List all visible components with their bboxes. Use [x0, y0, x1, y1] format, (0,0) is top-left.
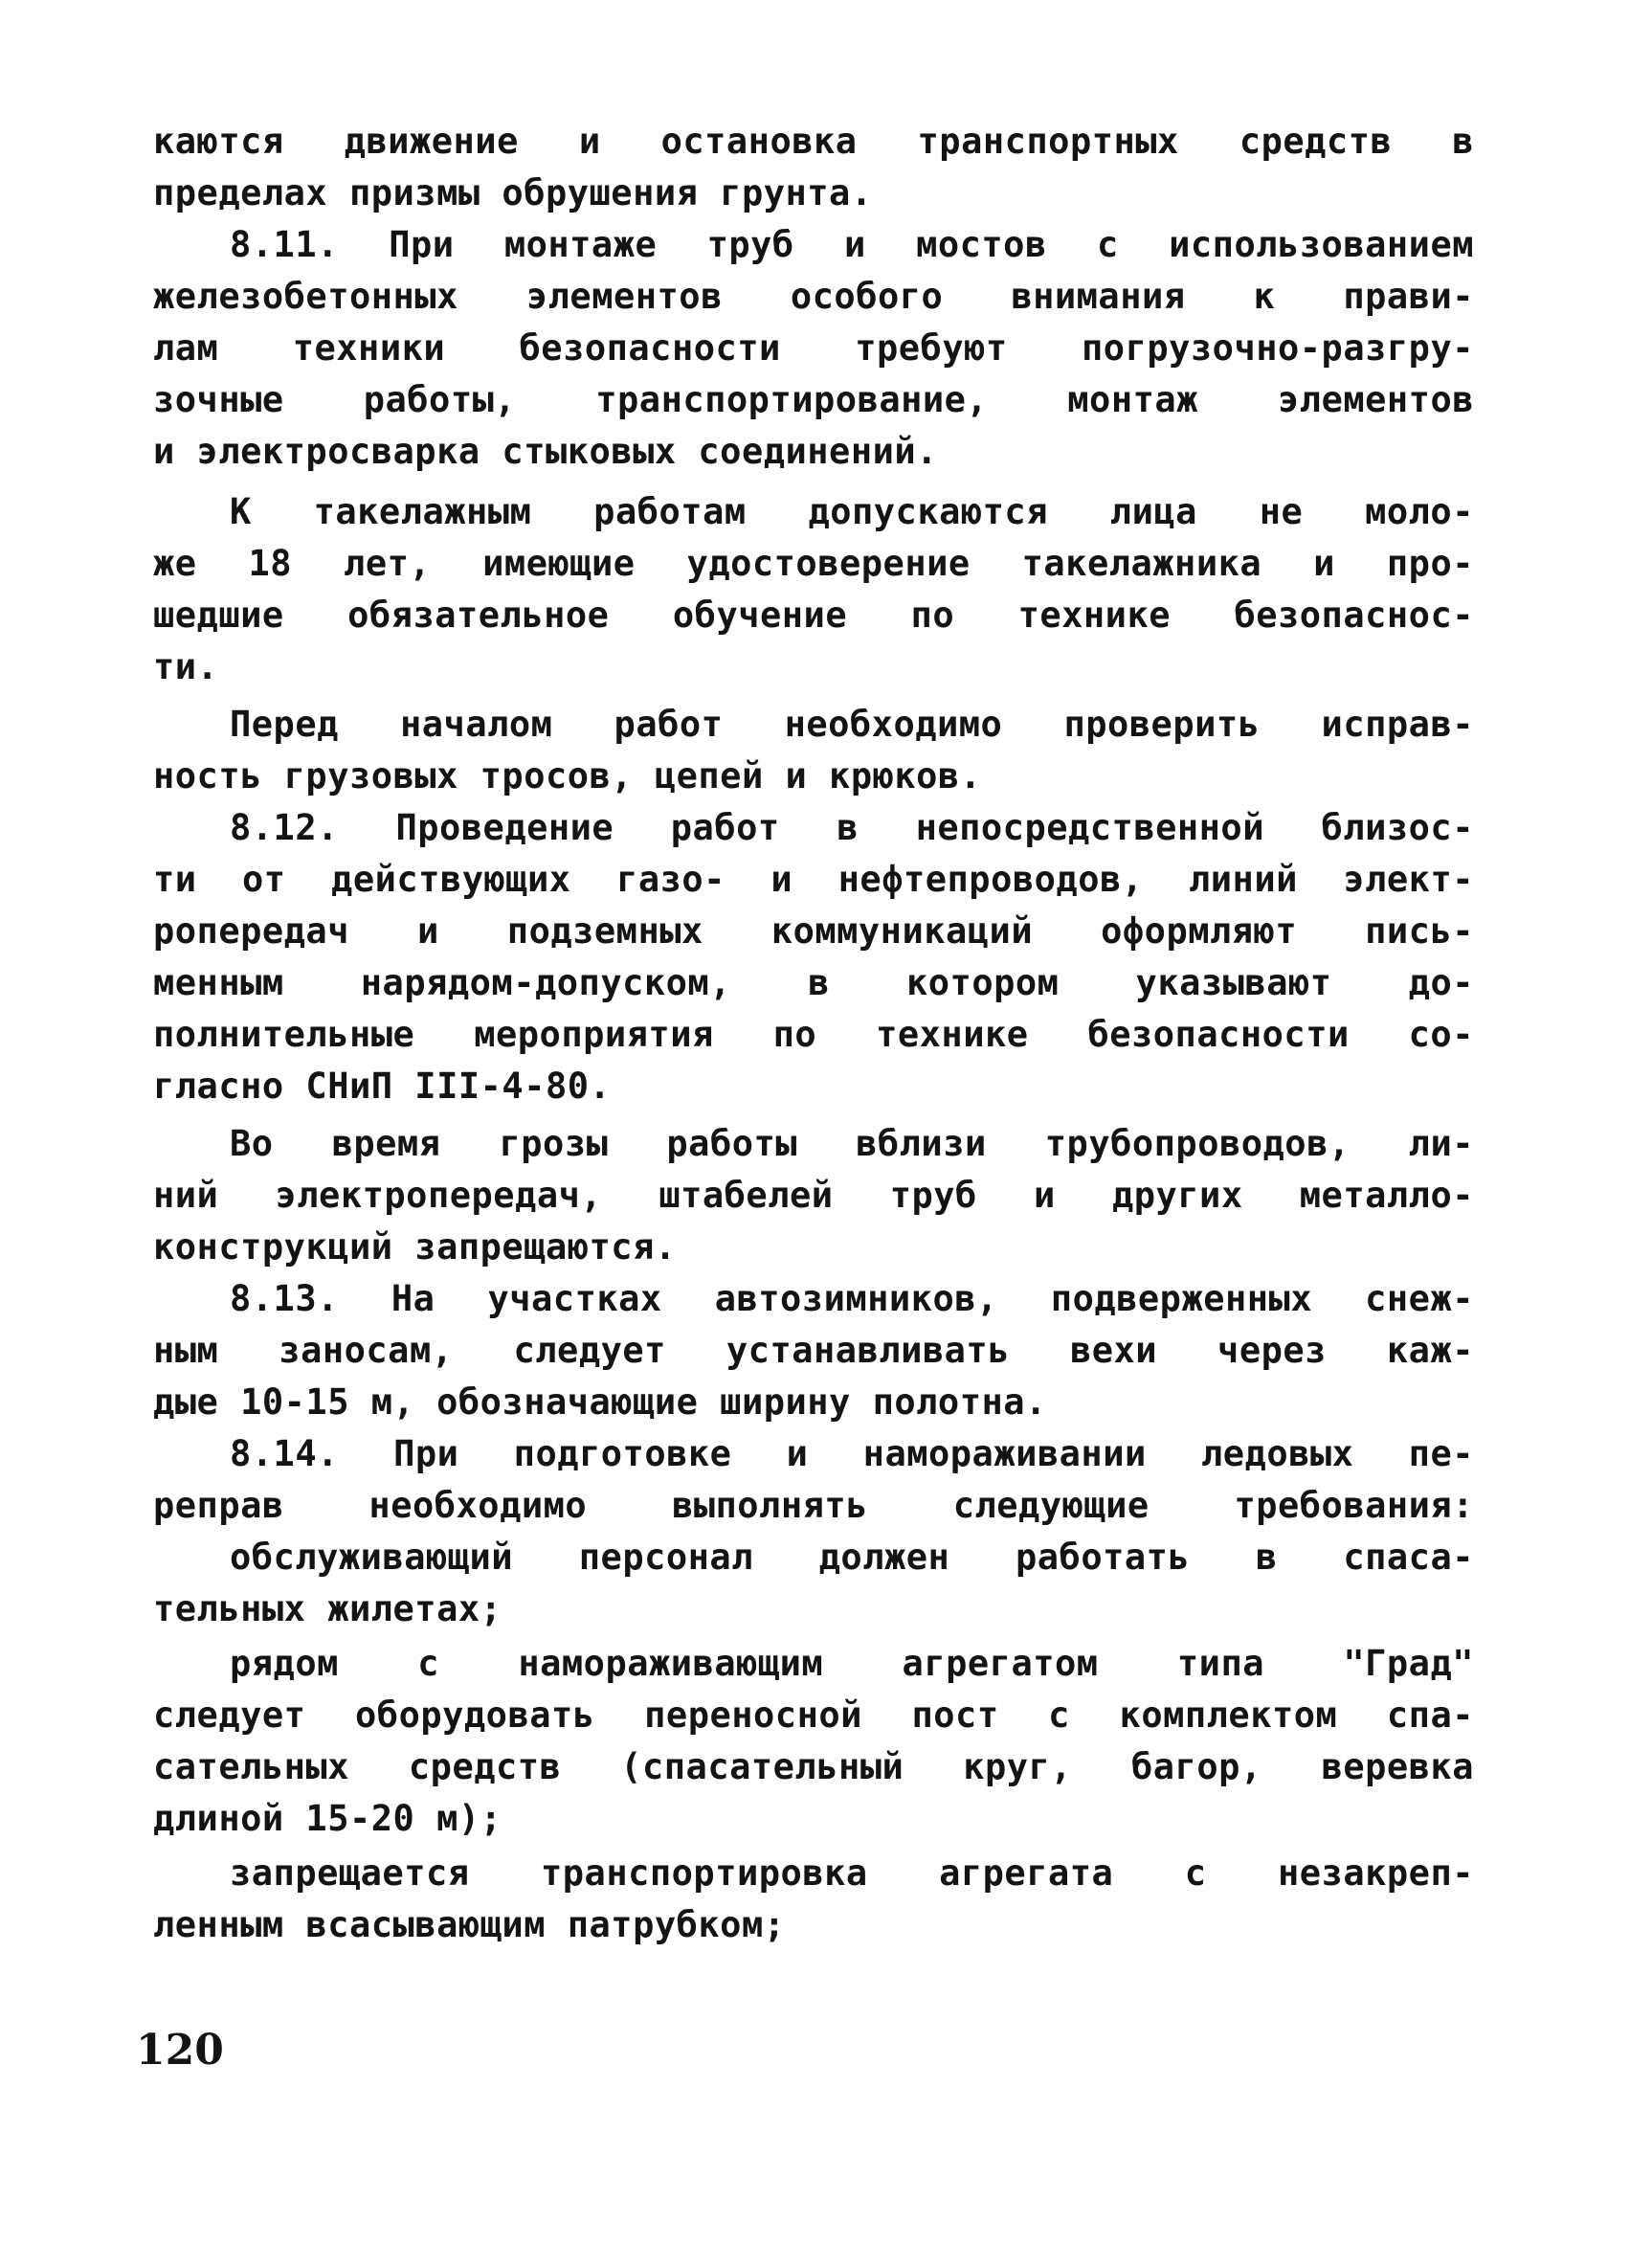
text-line: длиной 15-20 м); [153, 1798, 502, 1839]
text-line: полнительные мероприятия по технике безопасности со- [153, 1014, 1474, 1055]
text-line: 8.13. На участках автозимников, подверженных снеж- [230, 1278, 1474, 1319]
text-line: К такелажным работам допускаются лица не моло- [230, 491, 1474, 532]
text-line: ность грузовых тросов, цепей и крюков. [153, 755, 982, 797]
text-line: пределах призмы обрушения грунта. [153, 172, 873, 213]
text-line: железобетонных элементов особого внимания к прави- [153, 276, 1474, 317]
text-line: тельных жилетах; [153, 1588, 502, 1629]
text-line: и электросварка стыковых соединений. [153, 431, 938, 472]
text-line: дые 10-15 м, обозначающие ширину полотна. [153, 1381, 1047, 1423]
text-line: ти. [153, 646, 219, 687]
text-line: Во время грозы работы вблизи трубопроводов, ли- [230, 1123, 1474, 1164]
text-line: ти от действующих газо- и нефтепроводов, линий элект- [153, 859, 1474, 900]
text-line: менным нарядом-допуском, в котором указывают до- [153, 962, 1474, 1003]
text-line: шедшие обязательное обучение по технике безопаснос- [153, 595, 1474, 636]
page-number: 120 [136, 2026, 224, 2075]
text-line: 8.11. При монтаже труб и мостов с использованием [230, 224, 1474, 265]
text-line: ленным всасывающим патрубком; [153, 1904, 786, 1945]
text-line: реправ необходимо выполнять следующие требования: [153, 1485, 1474, 1526]
text-line: ным заносам, следует устанавливать вехи через каж- [153, 1330, 1474, 1371]
text-line: лам техники безопасности требуют погрузочно-разгру- [153, 327, 1474, 369]
text-line: зочные работы, транспортирование, монтаж элементов [153, 379, 1474, 420]
text-line: обслуживающий персонал должен работать в спаса- [230, 1537, 1474, 1578]
text-line: 8.14. При подготовке и намораживании ледовых пе- [230, 1433, 1474, 1474]
text-line: гласно СНиП III-4-80. [153, 1066, 612, 1107]
text-line: каются движение и остановка транспортных средств в [153, 121, 1474, 162]
text-line: запрещается транспортировка агрегата с незакреп- [230, 1852, 1474, 1894]
text-line: ропередач и подземных коммуникаций оформляют пись- [153, 910, 1474, 952]
text-line: 8.12. Проведение работ в непосредственной близос- [230, 807, 1474, 848]
text-line: ний электропередач, штабелей труб и других металло- [153, 1175, 1474, 1216]
text-line: конструкций запрещаются. [153, 1226, 677, 1268]
text-line: сательных средств (спасательный круг, багор, веревка [153, 1746, 1474, 1787]
text-line: рядом с намораживающим агрегатом типа "Град" [230, 1643, 1474, 1684]
text-line: следует оборудовать переносной пост с комплектом спа- [153, 1694, 1474, 1736]
text-line: же 18 лет, имеющие удостоверение такелажника и про- [153, 543, 1474, 584]
text-line: Перед началом работ необходимо проверить исправ- [230, 704, 1474, 745]
